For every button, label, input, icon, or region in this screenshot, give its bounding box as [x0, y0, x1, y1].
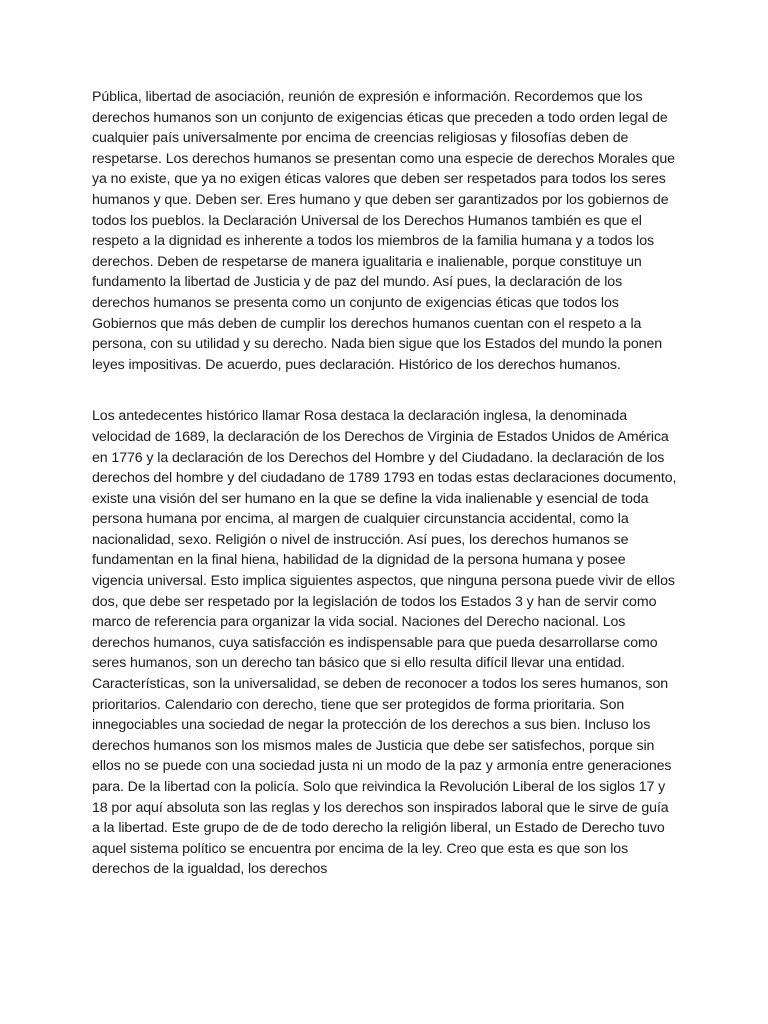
paragraph-2: Los antedecentes histórico llamar Rosa destaca la declaración inglesa, la denominada velocidad de 1689, la declaración de los Derechos de Virginia de Estados Unidos de América en 1776 y la declaración de los Derechos del Hombre y del Ciudadano. la declaración de los derechos del hombre y del ciudadano de 1789 1793 en todas estas declaraciones documento, existe una visión del ser humano en la que se define la vida inalienable y esencial de toda persona humana por encima, al margen de cualquier circunstancia accidental, como la nacionalidad, sexo. Religión o nivel de instrucción. Así pues, los derechos humanos se fundamentan en la final hiena, habilidad de la dignidad de la persona humana y posee vigencia universal. Esto implica siguientes aspectos, que ninguna persona puede vivir de ellos dos, que debe ser respetado por la legislación de todos los Estados 3 y han de servir como marco de referencia para organizar la vida social. Naciones del Derecho nacional. Los derechos humanos, cuya satisfacción es indispensable para que pueda desarrollarse como seres humanos, son un derecho tan básico que si ello resulta difícil llevar una entidad. Características, son la universalidad, se deben de reconocer a todos los seres humanos, son prioritarios. Calendario con derecho, tiene que ser protegidos de forma prioritaria. Son innegociables una sociedad de negar la protección de los derechos a sus bien. Incluso los derechos humanos son los mismos males de Justicia que debe ser satisfechos, porque sin ellos no se puede con una sociedad justa ni un modo de la paz y armonía entre generaciones para. De la libertad con la policía. Solo que reivindica la Revolución Liberal de los siglos 17 y 18 por aquí absoluta son las reglas y los derechos son inspirados laboral que le sirve de guía a la libertad. Este grupo de de de todo derecho la religión liberal, un Estado de Derecho tuvo aquel sistema político se encuentra por encima de la ley. Creo que esta es que son los derechos de la igualdad, los derechos [92, 408, 677, 878]
document-page [92, 87, 680, 880]
paragraph-1: Pública, libertad de asociación, reunión de expresión e información. Recordemos que los derechos humanos son un conjunto de exigencias éticas que preceden a todo orden legal de cualquier país universalmente por encima de creencias religiosas y filosofías deben de respetarse. Los derechos humanos se presentan como una especie de derechos Morales que ya no existe, que ya no exigen éticas valores que deben ser respetados para todos los seres humanos y que. Deben ser. Eres humano y que deben ser garantizados por los gobiernos de todos los pueblos. la Declaración Universal de los Derechos Humanos también es que el respeto a la dignidad es inherente a todos los miembros de la familia humana y a todos los derechos. Deben de respetarse de manera igualitaria e inalienable, porque constituye un fundamento la libertad de Justicia y de paz del mundo. Así pues, la declaración de los derechos humanos se presenta como un conjunto de exigencias éticas que todos los Gobiernos que más deben de cumplir los derechos humanos cuentan con el respeto a la persona, con su utilidad y su derecho. Nada bien sigue que los Estados del mundo la ponen leyes impositivas. De acuerdo, pues declaración. Histórico de los derechos humanos. [92, 89, 675, 373]
